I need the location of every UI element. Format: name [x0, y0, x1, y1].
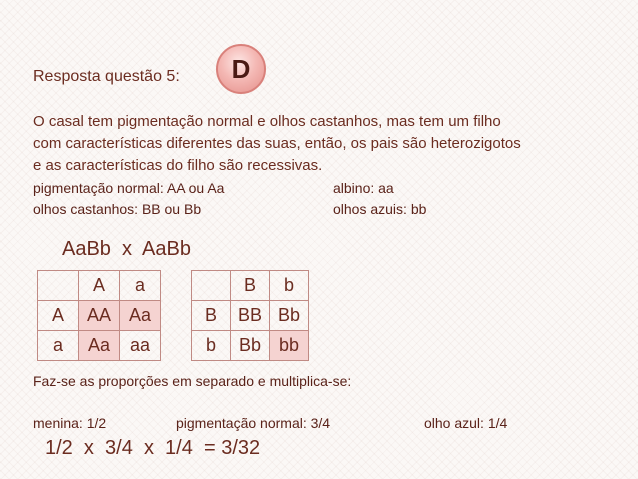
answer-badge: D [216, 44, 266, 94]
punnett-cell: aa [120, 331, 161, 361]
paragraph-line-1: O casal tem pigmentação normal e olhos castanhos, mas tem um filho [33, 113, 501, 130]
punnett-cell: b [192, 331, 231, 361]
punnett-cell: B [231, 271, 270, 301]
punnett-cell: a [38, 331, 79, 361]
punnett-cell: Bb [270, 301, 309, 331]
trait-pigmentation-normal: pigmentação normal: AA ou Aa [33, 180, 225, 196]
punnett-cell: A [79, 271, 120, 301]
paragraph-line-3: e as características do filho são recessivas. [33, 157, 323, 174]
punnett-cell: b [270, 271, 309, 301]
result-formula: 1/2 x 3/4 x 1/4 = 3/32 [45, 437, 261, 459]
question-label: Resposta questão 5: [33, 68, 180, 85]
trait-albino: albino: aa [333, 180, 394, 196]
proportion-girl: menina: 1/2 [33, 415, 107, 431]
proportions-note: Faz-se as proporções em separado e multiplica-se: [33, 373, 352, 389]
punnett-cell-highlight: AA [79, 301, 120, 331]
punnett-cell-highlight: Aa [120, 301, 161, 331]
punnett-cell-highlight: bb [270, 331, 309, 361]
punnett-cell: A [38, 301, 79, 331]
punnett-cell: B [192, 301, 231, 331]
punnett-cell [192, 271, 231, 301]
trait-brown-eyes: olhos castanhos: BB ou Bb [33, 201, 202, 217]
proportion-blue-eye: olho azul: 1/4 [424, 415, 508, 431]
punnett-cell: a [120, 271, 161, 301]
proportion-pigmentation: pigmentação normal: 3/4 [176, 415, 331, 431]
paragraph-line-2: com características diferentes das suas, então, os pais são heterozigotos [33, 135, 521, 152]
cross-formula: AaBb x AaBb [62, 238, 191, 260]
punnett-cell: Bb [231, 331, 270, 361]
punnett-square-pigmentation [37, 270, 161, 361]
punnett-cell [38, 271, 79, 301]
punnett-square-eyes [191, 270, 309, 361]
trait-blue-eyes: olhos azuis: bb [333, 201, 427, 217]
punnett-cell: BB [231, 301, 270, 331]
punnett-cell-highlight: Aa [79, 331, 120, 361]
